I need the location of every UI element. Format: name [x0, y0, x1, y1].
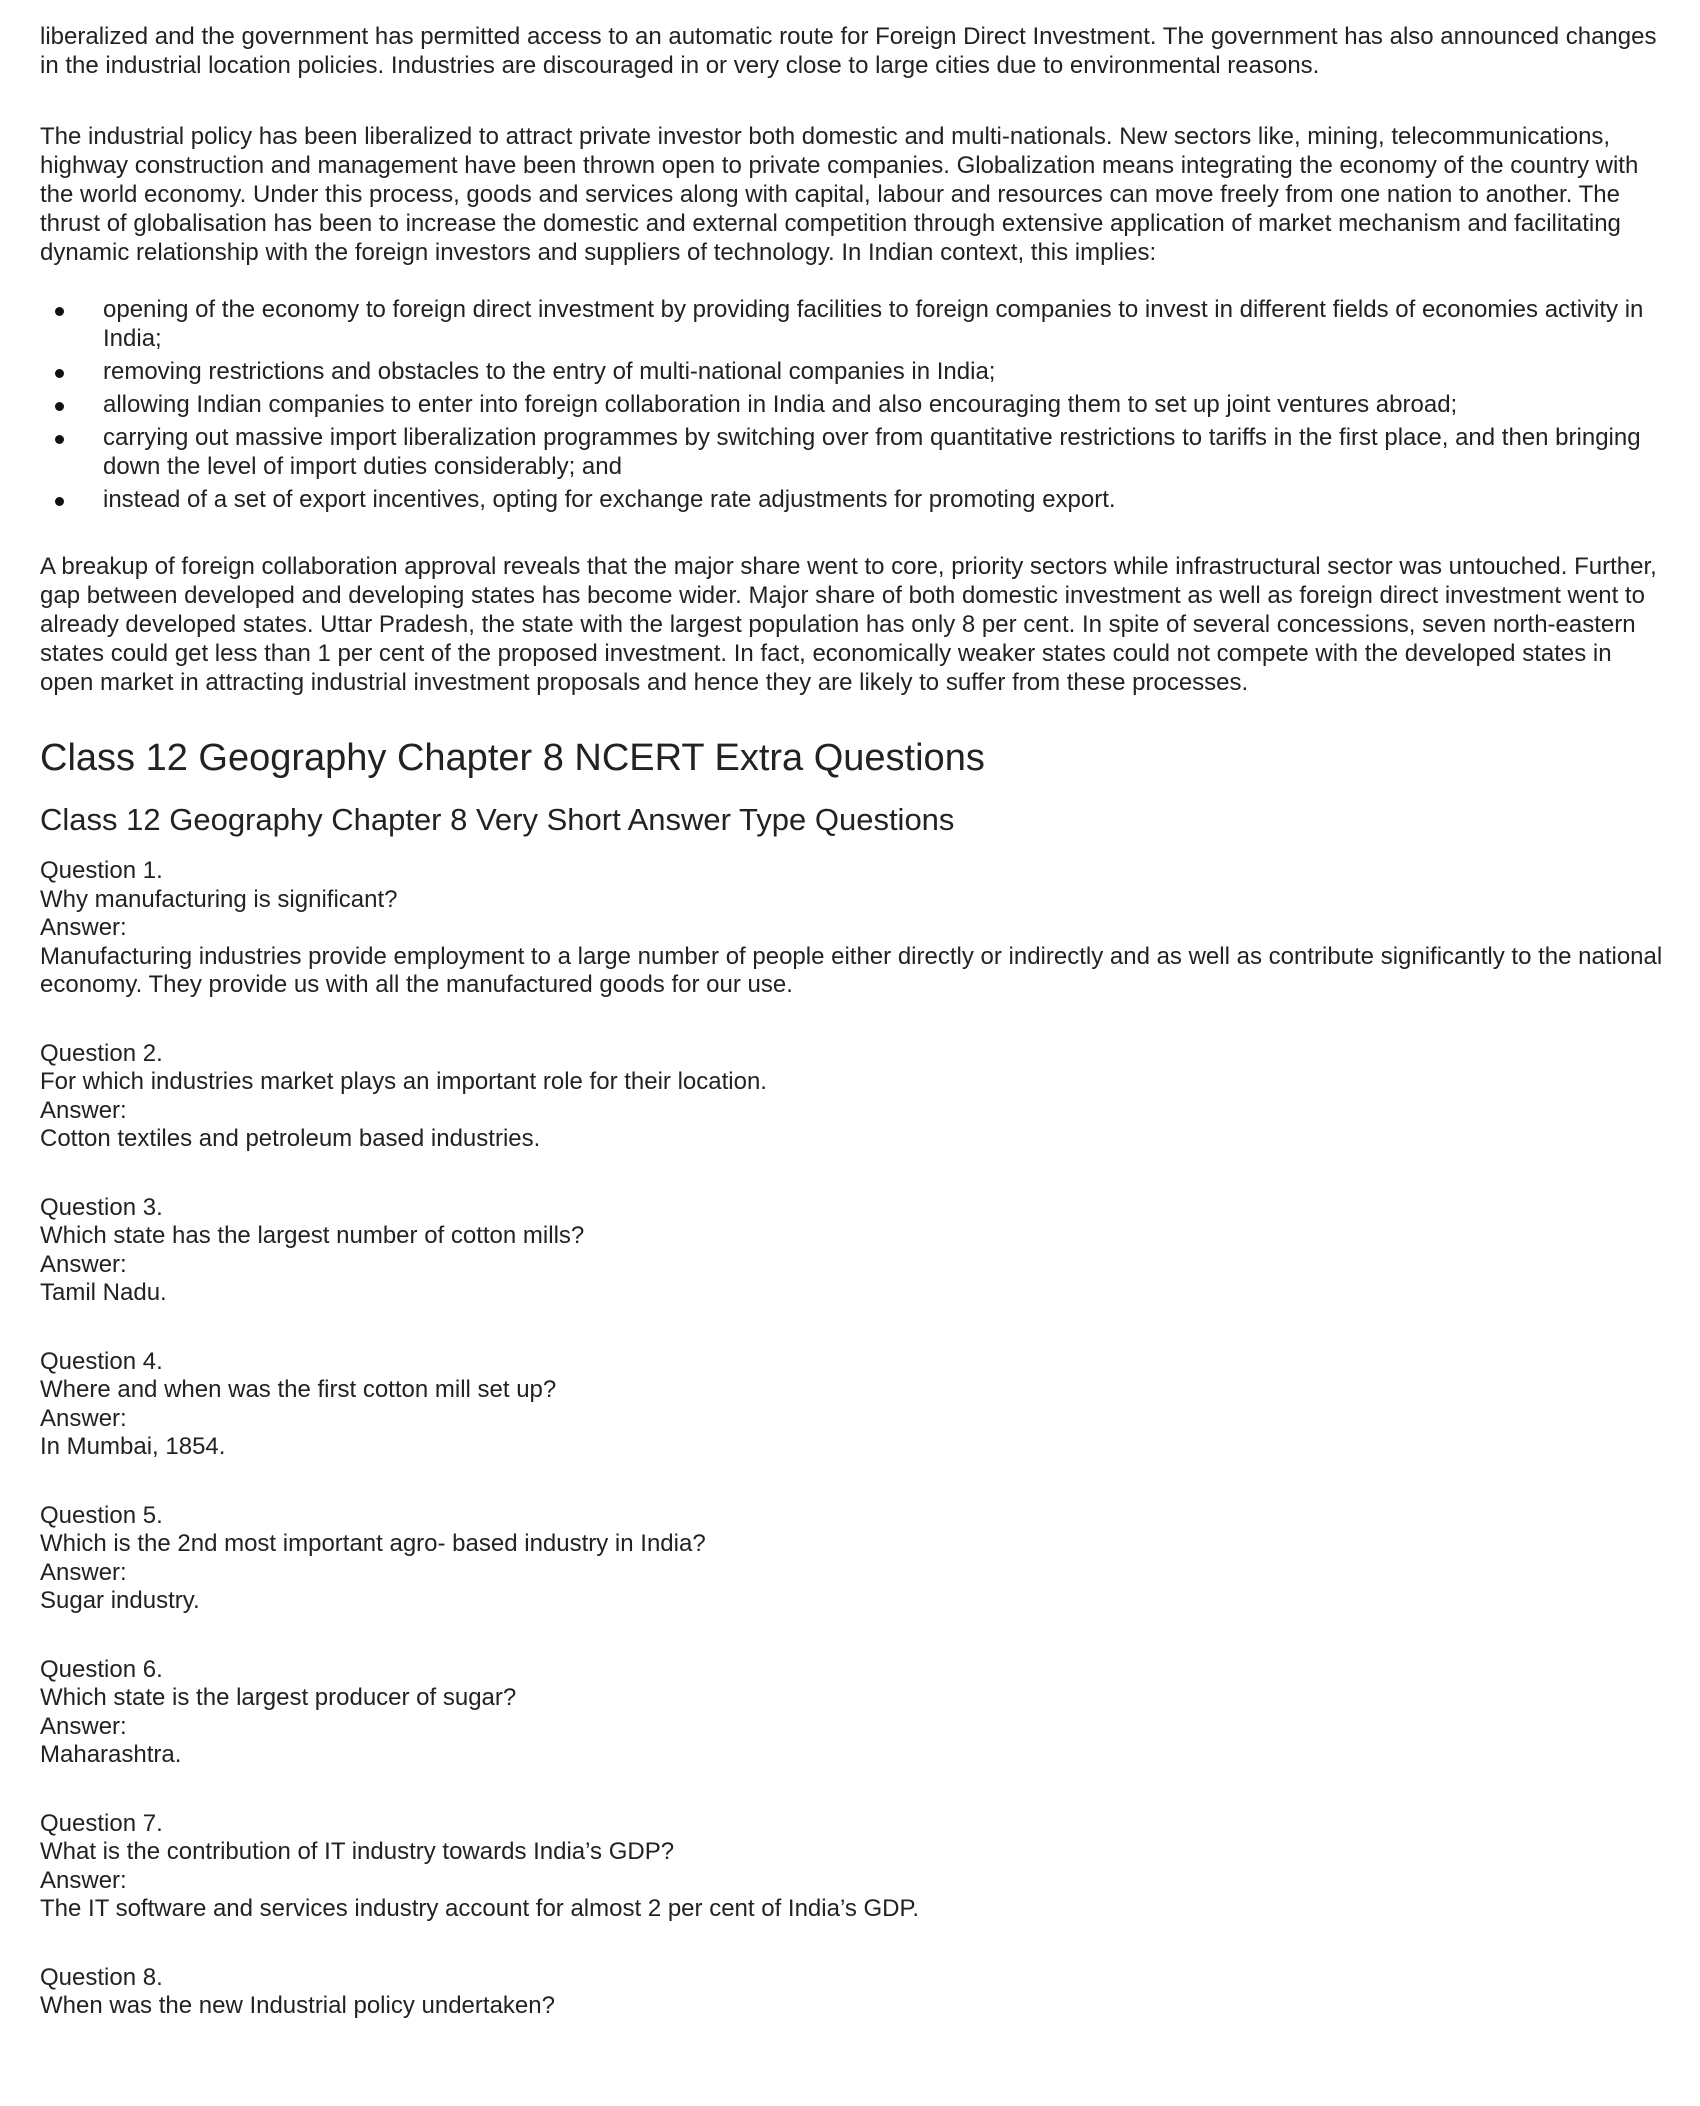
answer-label: Answer: [40, 914, 127, 941]
answer-text: Tamil Nadu. [40, 1279, 167, 1306]
bullet-icon [55, 497, 64, 506]
answer-text: Maharashtra. [40, 1741, 182, 1768]
question-block-3 [40, 1194, 1670, 1308]
implications-list [40, 295, 1670, 514]
list-item [40, 295, 1670, 353]
bullet-icon [55, 307, 64, 316]
question-text: Which state is the largest producer of sugar? [40, 1684, 517, 1711]
answer-label: Answer: [40, 1558, 127, 1586]
answer-label: Answer: [40, 1712, 127, 1740]
question-label: Question 4. [40, 1347, 163, 1375]
question-text: Which is the 2nd most important agro- based industry in India? [40, 1530, 706, 1557]
list-item [40, 485, 1670, 514]
list-item-text: instead of a set of export incentives, opting for exchange rate adjustments for promoting export. [103, 486, 1116, 513]
question-block-2 [40, 1040, 1670, 1154]
question-block-8 [40, 1964, 1670, 2021]
answer-label: Answer: [40, 1866, 127, 1894]
question-block-7 [40, 1810, 1670, 1924]
answer-label: Answer: [40, 1404, 127, 1432]
question-block-1 [40, 857, 1670, 1000]
bullet-icon [55, 435, 64, 444]
list-item-text: opening of the economy to foreign direct investment by providing facilities to foreign companies to invest in different fields of economies activity in India; [103, 296, 1644, 352]
list-item-text: allowing Indian companies to enter into foreign collaboration in India and also encouraging them to set up joint ventures abroad; [103, 391, 1458, 418]
question-block-6 [40, 1656, 1670, 1770]
answer-label: Answer: [40, 1250, 127, 1278]
question-text: Where and when was the first cotton mill set up? [40, 1376, 557, 1403]
list-item-text: carrying out massive import liberalization programmes by switching over from quantitative restrictions to tariffs in the first place, and then bringing down the level of import duties considerably; and [103, 424, 1641, 480]
answer-label: Answer: [40, 1096, 127, 1124]
list-item [40, 357, 1670, 386]
question-text: What is the contribution of IT industry towards India’s GDP? [40, 1838, 675, 1865]
answer-text: Sugar industry. [40, 1587, 200, 1614]
question-label: Question 3. [40, 1193, 163, 1221]
section-heading: Class 12 Geography Chapter 8 NCERT Extra Questions [40, 737, 985, 779]
bullet-icon [55, 369, 64, 378]
list-item [40, 390, 1670, 419]
question-text: For which industries market plays an important role for their location. [40, 1068, 767, 1095]
document-page [40, 22, 1670, 2061]
subsection-heading: Class 12 Geography Chapter 8 Very Short Answer Type Questions [40, 802, 955, 837]
question-label: Question 6. [40, 1655, 163, 1683]
question-block-5 [40, 1502, 1670, 1616]
question-block-4 [40, 1348, 1670, 1462]
list-item [40, 423, 1670, 481]
bullet-icon [55, 402, 64, 411]
paragraph-foreign-collaboration: A breakup of foreign collaboration approval reveals that the major share went to core, priority sectors while infrastructural sector was untouched. Further, gap between developed and developing states has become wider. Major share of both domestic investment as well as foreign direct investment went to already developed states. Uttar Pradesh, the state with the largest population has only 8 per cent. In spite of several concessions, seven north-eastern states could get less than 1 per cent of the proposed investment. In fact, economically weaker states could not compete with the developed states in open market in attracting industrial investment proposals and hence they are likely to suffer from these processes. [40, 553, 1657, 696]
paragraph-industrial-policy: The industrial policy has been liberalized to attract private investor both domestic and multi-nationals. New sectors like, mining, telecommunications, highway construction and management have been thrown open to private companies. Globalization means integrating the economy of the country with the world economy. Under this process, goods and services along with capital, labour and resources can move freely from one nation to another. The thrust of globalisation has been to increase the domestic and external competition through extensive application of market mechanism and facilitating dynamic relationship with the foreign investors and suppliers of technology. In Indian context, this implies: [40, 123, 1639, 266]
question-label: Question 7. [40, 1809, 163, 1837]
answer-text: In Mumbai, 1854. [40, 1433, 226, 1460]
question-text: Why manufacturing is significant? [40, 885, 398, 913]
question-label: Question 8. [40, 1963, 163, 1991]
question-text: When was the new Industrial policy undertaken? [40, 1992, 555, 2019]
question-label: Question 5. [40, 1501, 163, 1529]
question-label: Question 2. [40, 1039, 163, 1067]
question-label: Question 1. [40, 857, 163, 884]
question-text: Which state has the largest number of cotton mills? [40, 1222, 585, 1249]
answer-text: Cotton textiles and petroleum based industries. [40, 1125, 541, 1152]
paragraph-intro: liberalized and the government has permitted access to an automatic route for Foreign Direct Investment. The government has also announced changes in the industrial location policies. Industries are discouraged in or very close to large cities due to environmental reasons. [40, 23, 1657, 79]
list-item-text: removing restrictions and obstacles to the entry of multi-national companies in India; [103, 358, 996, 385]
answer-text: The IT software and services industry account for almost 2 per cent of India’s GDP. [40, 1895, 920, 1922]
answer-text: Manufacturing industries provide employment to a large number of people either directly or indirectly and as well as contribute significantly to the national economy. They provide us with all the manufactured goods for our use. [40, 942, 1663, 998]
